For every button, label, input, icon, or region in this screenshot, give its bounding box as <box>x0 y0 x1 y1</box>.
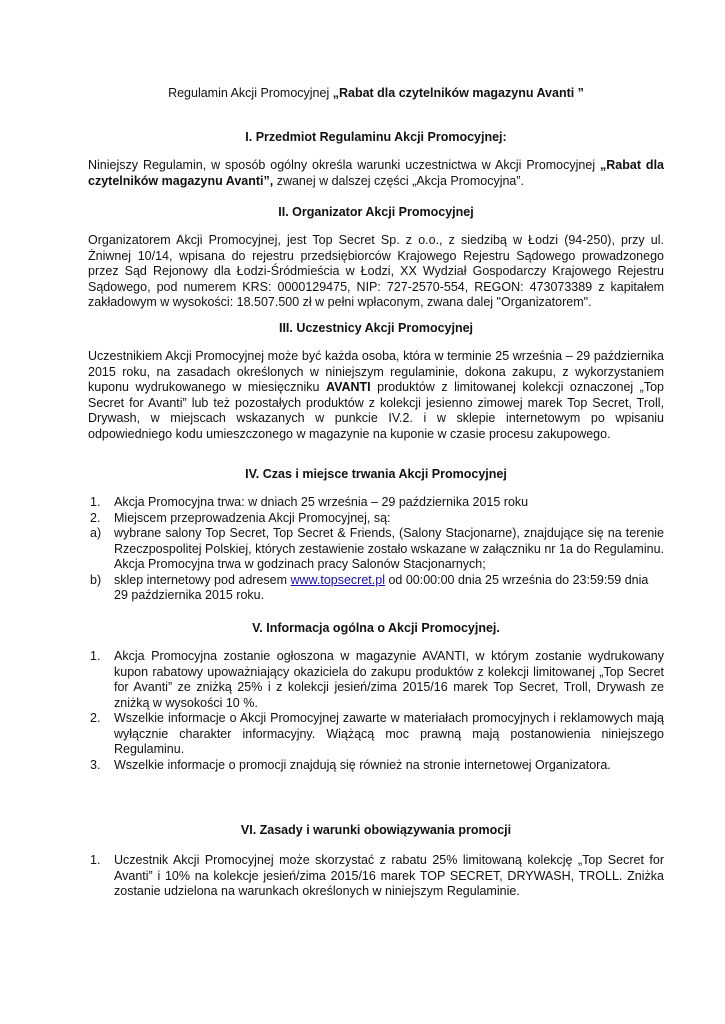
list-item <box>88 495 664 511</box>
list-item <box>88 649 664 711</box>
section-5-heading: V. Informacja ogólna o Akcji Promocyjnej. <box>252 621 500 635</box>
list-item-text: sklep internetowy pod adresem <box>114 572 291 587</box>
section-4-list <box>88 495 664 604</box>
list-item-letter: b) <box>90 572 102 587</box>
section-1-promo-name: „Rabat dla czytelników magazynu Avanti”, <box>88 158 664 188</box>
list-item <box>88 853 664 900</box>
list-item <box>88 758 664 774</box>
list-item-text: wybrane salony Top Secret, Top Secret & Friends, (Salony Stacjonarne), znajdujące się na terenie Rzeczpospolitej Polskiej, których zestawienie zostało wskazane w załączniku nr 1a do Regulaminu. Akcja Promocyjna trwa w godzinach pracy Salonów Stacjonarnych; <box>114 526 664 571</box>
section-6-heading: VI. Zasady i warunki obowiązywania promocji <box>240 823 512 837</box>
list-item-text: Wszelkie informacje o promocji znajdują się również na stronie internetowej Organizatora. <box>114 757 611 772</box>
section-5-list <box>88 649 664 773</box>
section-3-magazine-name: AVANTI <box>325 380 371 394</box>
list-item-number: 2. <box>90 711 101 725</box>
section-4-heading: IV. Czas i miejsce trwania Akcji Promocyjnej <box>245 467 507 481</box>
title-prefix: Regulamin Akcji Promocyjnej <box>168 86 333 100</box>
title-promo-name: „Rabat dla czytelników magazynu Avanti ” <box>332 86 584 100</box>
section-3-paragraph <box>88 349 664 442</box>
section-1-text-c: zwanej w dalszej części „Akcja Promocyjna”. <box>273 173 525 188</box>
section-2-paragraph: Organizatorem Akcji Promocyjnej, jest Top Secret Sp. z o.o., z siedzibą w Łodzi (94-250), przy ul. Żniwnej 10/14, wpisana do rejestru przedsiębiorców Krajowego Rejestru Sądowego prowadzonego przez Sąd Rejonowy dla Łodzi-Śródmieścia w Łodzi, XX Wydział Gospodarczy Krajowego Rejestru Sądowego, pod numerem KRS: 0000129475, NIP: 727-2570-554, REGON: 473073389 z kapitałem zakładowym w wysokości: 18.507.500 zł w pełni wpłaconym, zwana dalej "Organizatorem". <box>88 233 664 309</box>
section-3-text-c: produktów z limitowanej kolekcji oznaczonej „Top Secret for Avanti” lub też pozostałych produktów z kolekcji jesienno zimowej marek Top Secret, Troll, Drywash, w miejscach wskazanych w punkcie IV.2. i w sklepie internetowym po wpisaniu odpowiedniego kodu umieszczonego w magazynie na kuponie w czasie procesu zakupowego. <box>88 380 664 441</box>
list-item <box>88 526 664 573</box>
list-item-text: Akcja Promocyjna trwa: w dniach 25 września – 29 października 2015 roku <box>114 495 529 509</box>
section-1-heading: I. Przedmiot Regulaminu Akcji Promocyjnej: <box>245 130 507 144</box>
list-item-text: Akcja Promocyjna zostanie ogłoszona w magazynie AVANTI, w którym zostanie wydrukowany kupon rabatowy upoważniający okaziciela do zakupu produktów z kolekcji limitowanej „Top Secret for Avanti” ze zniżką 25% i z kolekcji jesień/zima 2015/16 marek Top Secret, Troll, Drywash ze zniżką w wysokości 10 %. <box>114 649 664 710</box>
list-item-text: Miejscem przeprowadzenia Akcji Promocyjnej, są: <box>114 510 391 525</box>
list-item-text-tail: od 00:00:00 dnia 25 września do 23:59:59 dnia 29 października 2015 roku. <box>114 572 649 602</box>
section-2-heading: II. Organizator Akcji Promocyjnej <box>278 205 474 219</box>
topsecret-link[interactable]: www.topsecret.pl <box>290 572 385 587</box>
section-1-text-a: Niniejszy Regulamin, w sposób ogólny określa warunki uczestnictwa w Akcji Promocyjnej <box>88 158 601 172</box>
list-item <box>88 511 664 527</box>
section-3-text-a: Uczestnikiem Akcji Promocyjnej może być każda osoba, która w terminie 25 września – 29 października 2015 roku, na zasadach określonych w niniejszym regulaminie, dokona zakupu, z wykorzystaniem kuponu wydrukowanego w miesięczniku <box>88 349 664 394</box>
list-item <box>88 573 664 604</box>
list-item-number: 1. <box>90 495 101 509</box>
document-title <box>88 86 664 102</box>
section-3-heading: III. Uczestnicy Akcji Promocyjnej <box>278 321 474 335</box>
list-item-number: 1. <box>90 649 101 663</box>
list-item-number: 3. <box>90 757 101 772</box>
list-item-text: Uczestnik Akcji Promocyjnej może skorzystać z rabatu 25% limitowaną kolekcję „Top Secret for Avanti” i 10% na kolekcje jesień/zima 2015/16 marek TOP SECRET, DRYWASH, TROLL. Zniżka zostanie udzielona na warunkach określonych w niniejszym Regulaminie. <box>114 853 664 898</box>
section-1-paragraph <box>88 158 664 189</box>
list-item-number: 2. <box>90 510 101 525</box>
list-item-text: Wszelkie informacje o Akcji Promocyjnej zawarte w materiałach promocyjnych i reklamowych mają wyłącznie charakter informacyjny. Wiążącą moc prawną mają postanowienia niniejszego Regulaminu. <box>114 711 664 756</box>
list-item-letter: a) <box>90 526 102 540</box>
section-6-list <box>88 853 664 900</box>
list-item-number: 1. <box>90 853 101 867</box>
list-item <box>88 711 664 758</box>
